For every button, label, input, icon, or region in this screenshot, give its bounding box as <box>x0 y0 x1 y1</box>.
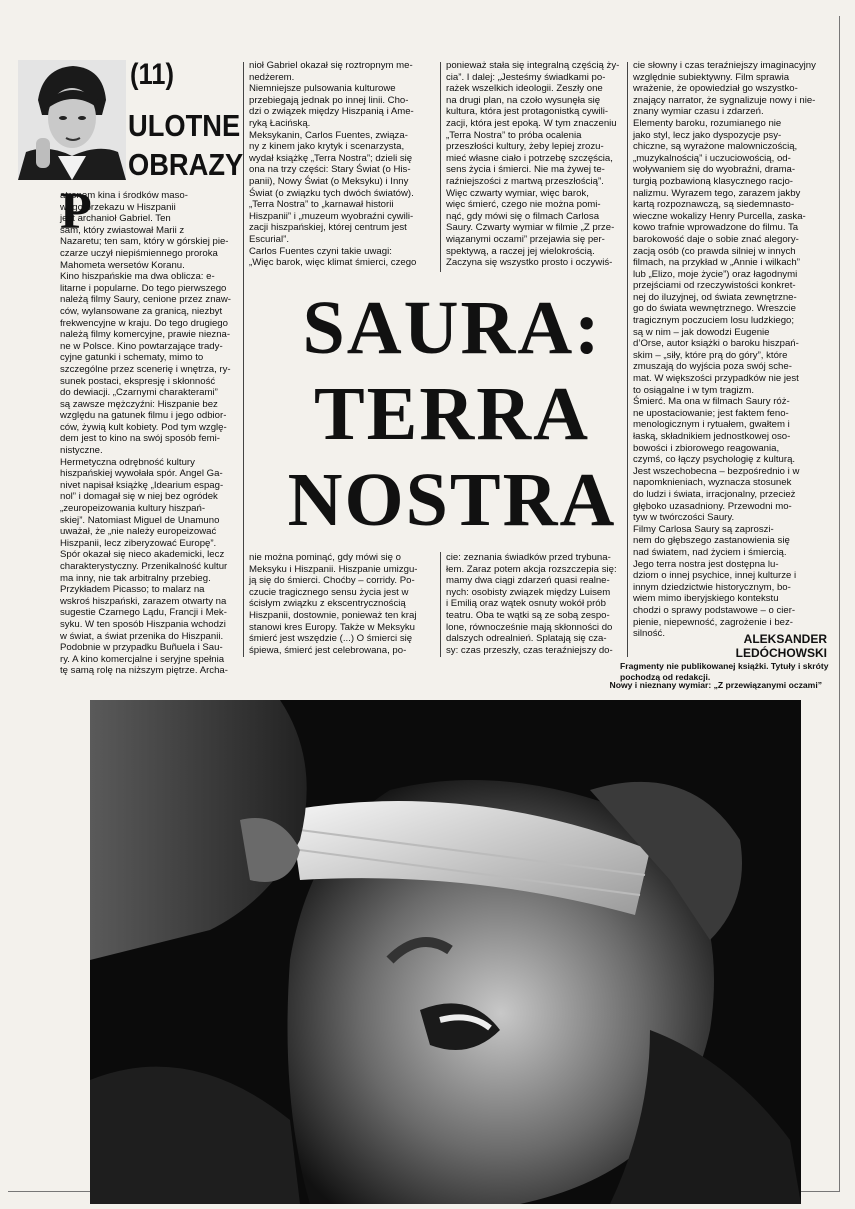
editorial-note: Fragmenty nie publikowanej książki. Tytuły i skróty pochodzą od redakcji. <box>620 661 829 682</box>
film-still-image <box>90 700 801 1204</box>
series-number: (11) <box>130 58 174 91</box>
column-rule-1 <box>243 62 244 657</box>
photo-caption: Nowy i nieznany wymiar: „Z przewiązanymi oczami” <box>609 680 822 690</box>
author-name: ALEKSANDER LEDÓCHOWSKI <box>735 632 827 660</box>
headline: SAURA: TERRA NOSTRA <box>287 286 617 542</box>
portrait-image <box>18 60 126 180</box>
article-column-6: cie: zeznania świadków przed trybuna- łem. Zaraz potem akcja rozszczepia się: mamy dwa ciągi zdarzeń quasi realne- nych: osobisty związek między Luisem i Emilią oraz wątek osnuty wokół prób teatru. Oba te wątki są ze sobą zespo- lone, równocześnie mają skłonności do dalszych odrealnień. Splatają się cza- sy: czas przeszły, czas teraźniejszy do- <box>446 552 617 656</box>
article-column-5: nie można pominąć, gdy mówi się o Meksyku i Hiszpanii. Hiszpanie umizgu- ją się do śmierci. Choćby – corridy. Po- czucie tragicznego sensu życia jest w ścisłym związku z ekscentrycznością Hiszpanii, dostownie, ponieważ ten kraj stanowi kres Europy. Także w Meksyku śmierć jest wszędzie (...) O śmierci się śpiewa, śmierć jest celebrowana, po- <box>249 552 418 656</box>
column-rule-2 <box>440 62 441 272</box>
series-title: ULOTNE OBRAZY <box>128 108 244 182</box>
article-column-2: nioł Gabriel okazał się roztropnym me- nedżerem. Niemniejsze pulsowania kulturowe przebiegają jednak po innej linii. Cho- dzi o związek między Hiszpanią i Ame- ryką Łacińską. Meksykanin, Carlos Fuentes, związa- ny z kinem jako krytyk i scenarzysta, wydał książkę „Terra Nostra”; dzieli się ona na trzy części: Stary Świat (o His- panii), Nowy Świat (o Meksyku) i Inny Świat (o związku tych dwóch światów). „Terra Nostra” to „karnawał historii Hiszpanii” i „muzeum wyobraźni cywili- zacji hiszpańskiej, której centrum jest Escurial”. Carlos Fuentes czyni takie uwagi: „Więc barok, więc klimat śmierci, czego <box>249 60 417 269</box>
article-column-1: atronem kina i środków maso- wego przekazu w Hiszpanii jest archanioł Gabriel. Ten sam, który zwiastował Marii z Nazaretu; ten sam, który w górskiej pie- czarze uczył niepiśmiennego proroka Mahometa wersetów Koranu. Kino hiszpańskie ma dwa oblicza: e- litarne i popularne. Do tego pierwszego należą filmy Saury, cenione przez znaw- ców, wylansowane za granicą, niezbyt frekwencyjne w kraju. Do tego drugiego należą filmy komercyjne, prawie niezna- ne w Polsce. Kino powtarzające trady- cyjne gatunki i schematy, mimo to szczególne przez scenerię i wnętrza, ry- sunek postaci, ekspresję i skłonność do dewiacji. „Czarnymi charakterami” są zawsze mężczyźni: Hiszpanie bez względu na gatunek filmu i jego odbior- ców, żywią kult kobiety. Pod tym wzglę- dem jest to kino na swój sposób femi- nistyczne. Hermetyczna odrębność kultury hiszpańskiej wywołała spór. Angel Ga- nivet napisał książkę „Idearium espag- nol” i domagał się w niej bez ogródek „zeuropeizowania kultury hiszpań- skiej”. Natomiast Miguel de Unamuno uważał, że „nie należy europeizować Hiszpanii, lecz ziberyzować Europę”. Spór okazał się nieco akademicki, lecz charakterystyczny. Przenikalność kultur ma inny, nie tak arbitralny przebieg. Przykładem Picasso; to malarz na wskroś hiszpański, zarazem otwarty na sugestie Czarnego Lądu, Francji i Mek- syku. W ten sposób Hiszpania wchodzi w świat, a świat przenika do Hiszpanii. Podobnie w przypadku Buñuela i Sau- ry. A kino komercjalne i seryjne spełnia tę samą rolę na niższym piętrze. Archa- <box>60 190 231 677</box>
author-portrait-photo <box>18 60 126 180</box>
article-column-3: ponieważ stała się integralną częścią ży- cia”. I dalej: „Jesteśmy świadkami po- rażek wszelkich ideologii. Zeszły one na drugi plan, na czoło wysunęła się kultura, która jest protagonistką cywili- zacji, która jest epoką. W tym znaczeniu „Terra Nostra” to próba ocalenia przeszłości kultury, żeby lepiej zrozu- mieć własne ciało i potrzebę szczęścia, sens życia i śmierci. Nie ma żywej te- raźniejszości z martwą przeszłością”. Więc czwarty wymiar, więc barok, więc śmierć, czego nie można pomi- nąć, gdy mówi się o filmach Carlosa Saury. Czwarty wymiar w filmie „Z prze- wiązanymi oczami” przejawia się per- spektywą, a raczej jej wielokrością. Zaczyna się wszystko prosto i oczywiś- <box>446 60 620 269</box>
film-still-photo <box>90 700 801 1204</box>
drop-cap: P <box>60 183 92 240</box>
column-rule-4 <box>440 552 441 657</box>
article-column-4: cie słowny i czas teraźniejszy imaginacyjny względnie subiektywny. Film sprawia wrażenie, że opowiedział go wszystko- znający narrator, że sygnalizuje nowy i nie- znany wymiar czasu i zdarzeń. Elementy baroku, rozumianego nie jako styl, lecz jako dyspozycje psy- chiczne, są wyrażone malowniczością, „muzykalnością” i uczuciowością, od- woływaniem się do wyobraźni, drama- turgią pozbawioną klasycznego racjo- nalizmu. Wyrazem tego, zarazem jakby kartą rozpoznawczą, są siedemnasto- wieczne wokalizy Henry Purcella, zaska- kowo trafnie wprowadzone do filmu. Ta barokowość daje o sobie znać alegory- zacją osób (co prawda silniej w innych filmach, na przykład w „Annie i wilkach” lub „Elizo, moje życie”) oraz łagodnymi przejściami od rzeczywistości konkret- nej do iluzyjnej, od świata zewnętrzne- go do świata wewnętrznego. Wreszcie tragicznym poczuciem losu ludzkiego; są w nim – jak dowodzi Eugenie d’Orse, autor książki o baroku hiszpań- skim – „siły, które prą do góry”, które zmuszają do wyjścia poza swój sche- mat. W większości przypadków nie jest to osiągalne i w tym tragizm. Śmierć. Ma ona w filmach Saury róż- ne upostaciowanie; jest faktem feno- menologicznym i rytuałem, gwałtem i łaską, składnikiem jednostkowej oso- bowości i zbiorowego reagowania, czymś, co łączy psychologię z kulturą. Jest wszechobecna – bezpośrednio i w napomknieniach, wyznacza stosunek do ludzi i świata, irracjonalny, przecież głęboko uzasadniony. Przewodni mo- tyw w twórczości Saury. Filmy Carlosa Saury są zaproszi- nem do głębszego zastanowienia się nad światem, nad życiem i śmiercią. Jego terra nostra jest dostępna lu- dziom o innej psychice, innej kulturze i innym dziedzictwie historycznym, bo- wiem mimo iberyjskiego kontekstu chodzi o sprawy podstawowe – o cier- pienie, niepewność, zagrożenie i bez- silność. <box>633 60 816 640</box>
